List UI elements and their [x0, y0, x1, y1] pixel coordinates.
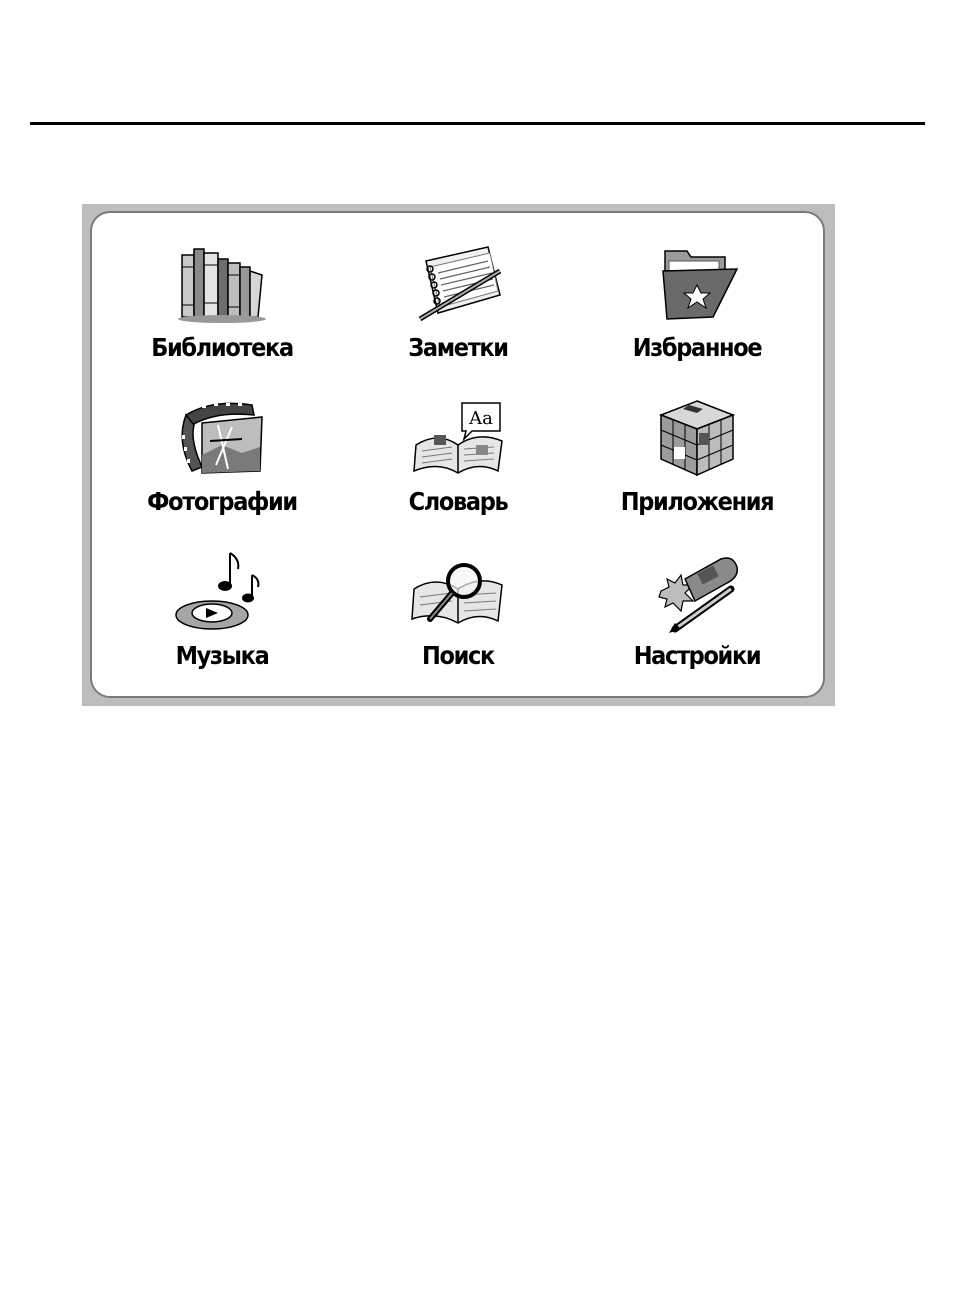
- menu-label-favorites: Избранное: [632, 333, 762, 362]
- music-player-icon: [172, 549, 272, 633]
- menu-item-favorites[interactable]: [587, 241, 807, 381]
- menu-item-music[interactable]: [112, 549, 332, 689]
- notepad-pen-icon: [408, 241, 508, 325]
- film-photo-icon: [172, 395, 272, 479]
- cube-icon: [647, 395, 747, 479]
- menu-label-applications: Приложения: [620, 487, 774, 516]
- menu-item-notes[interactable]: [348, 241, 568, 381]
- menu-item-photos[interactable]: [112, 395, 332, 535]
- menu-label-settings: Настройки: [633, 641, 761, 670]
- top-divider: [30, 122, 925, 125]
- menu-item-library[interactable]: [112, 241, 332, 381]
- menu-label-library: Библиотека: [151, 333, 293, 362]
- dictionary-book-icon: [408, 395, 508, 479]
- menu-item-search[interactable]: [348, 549, 568, 689]
- magnifier-book-icon: [408, 549, 508, 633]
- menu-label-music: Музыка: [175, 641, 269, 670]
- main-menu-panel: [90, 211, 825, 698]
- tools-icon: [647, 549, 747, 633]
- menu-label-photos: Фотографии: [147, 487, 297, 516]
- menu-label-search: Поиск: [422, 641, 494, 670]
- dictionary-aa-text: Aa: [469, 408, 493, 429]
- star-folder-icon: [647, 241, 747, 325]
- menu-label-dictionary: Словарь: [408, 487, 508, 516]
- menu-item-applications[interactable]: [587, 395, 807, 535]
- device-screen-frame: [82, 204, 835, 706]
- books-icon: [172, 241, 272, 325]
- menu-item-dictionary[interactable]: [348, 395, 568, 535]
- menu-item-settings[interactable]: [587, 549, 807, 689]
- menu-label-notes: Заметки: [408, 333, 508, 362]
